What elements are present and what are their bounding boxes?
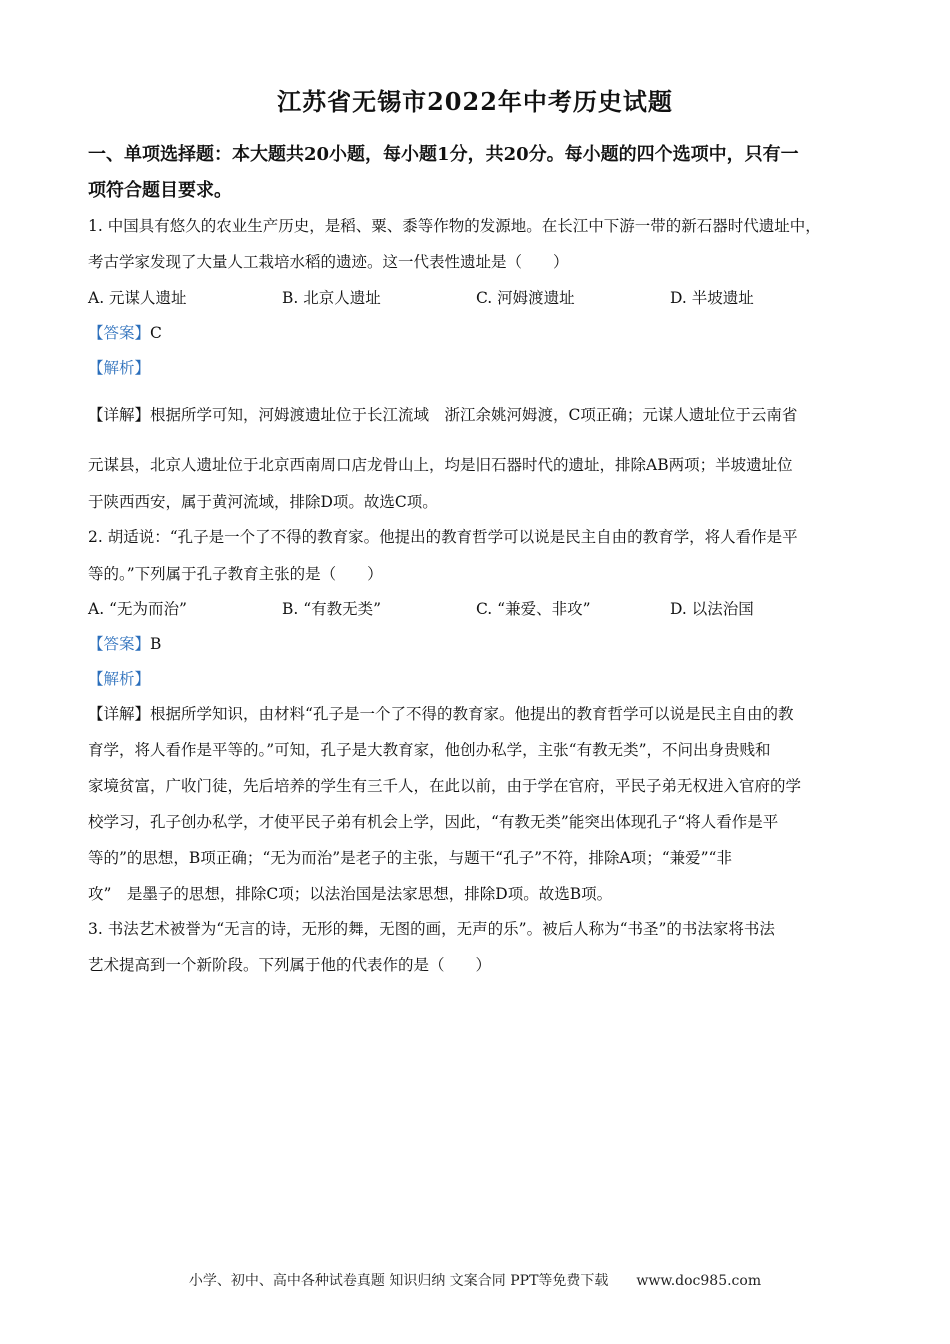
q1-analysis xyxy=(88,356,878,378)
q1-detail-text1: 根据所学可知，河姆渡遗址位于长江流域 浙江余姚河姆渡，C项正确；元谋人遗址位于云南省 xyxy=(150,406,798,424)
q1-answer xyxy=(88,321,878,343)
q2-answer-tag: 【答案】 xyxy=(88,635,151,653)
q1-stem-line2: 考古学家发现了大量人工栽培水稻的遗迹。这一代表性遗址是（ ） xyxy=(88,253,569,271)
q2-answer xyxy=(88,632,878,654)
q2-detail-line4: 校学习，孔子创办私学，才使平民子弟有机会上学，因此，“有教无类”能突出体现孔子“将人看作是平 xyxy=(88,813,779,831)
q2-detail-tag: 【详解】 xyxy=(88,705,151,723)
page-footer: 小学、初中、高中各种试卷真题 知识归纳 文案合同 PPT等免费下载 www.doc985.com xyxy=(188,1273,762,1289)
q2-detail-line3: 家境贫富，广收门徒，先后培养的学生有三千人，在此以前，由于学在官府，平民子弟无权进入官府的学 xyxy=(88,777,802,795)
q2-detail-line5: 等的”的思想，B项正确；“无为而治”是老子的主张，与题干“孔子”不符，排除A项；“兼爱”“非 xyxy=(88,849,732,867)
q2-analysis-tag: 【解析】 xyxy=(88,670,151,688)
q2-detail-text1: 根据所学知识，由材料“孔子是一个了不得的教育家。他提出的教育哲学可以说是民主自由的教 xyxy=(150,705,794,723)
q2-option-b: B. “有教无类” xyxy=(282,600,382,618)
q2-detail-line2: 育学，将人看作是平等的。”可知，孔子是大教育家，他创办私学，主张“有教无类”，不问出身贵贱和 xyxy=(88,741,771,759)
q1-detail-line2: 元谋县，北京人遗址位于北京西南周口店龙骨山上，均是旧石器时代的遗址，排除AB两项；半坡遗址位 xyxy=(88,456,793,474)
q3-stem-line2: 艺术提高到一个新阶段。下列属于他的代表作的是（ ） xyxy=(88,956,492,974)
q2-option-c: C. “兼爱、非攻” xyxy=(476,600,591,618)
q1-detail-tag: 【详解】 xyxy=(88,406,151,424)
q1-answer-value: C xyxy=(150,324,162,342)
q2-answer-value: B xyxy=(150,635,162,653)
q2-options xyxy=(88,597,878,617)
q1-analysis-tag: 【解析】 xyxy=(88,359,151,377)
q2-option-d: D. 以法治国 xyxy=(670,600,754,618)
q2-option-a: A. “无为而治” xyxy=(88,600,187,618)
section-heading-line2: 项符合题目要求。 xyxy=(88,180,232,201)
q1-detail-line3: 于陕西西安，属于黄河流域，排除D项。故选C项。 xyxy=(88,493,438,511)
q1-option-b: B. 北京人遗址 xyxy=(282,289,381,307)
q2-detail-line6: 攻” 是墨子的思想，排除C项；以法治国是法家思想，排除D项。故选B项。 xyxy=(88,885,613,903)
q1-stem-line1: 1. 中国具有悠久的农业生产历史，是稻、粟、黍等作物的发源地。在长江中下游一带的新石器时代遗址中， xyxy=(88,217,821,235)
q3-stem-line1: 3. 书法艺术被誉为“无言的诗，无形的舞，无图的画，无声的乐”。被后人称为“书圣”的书法家将书法 xyxy=(88,920,775,938)
q1-detail-line1 xyxy=(88,403,878,425)
q1-option-d: D. 半坡遗址 xyxy=(670,289,754,307)
q1-option-c: C. 河姆渡遗址 xyxy=(476,289,575,307)
q1-option-a: A. 元谋人遗址 xyxy=(88,289,187,307)
q2-analysis xyxy=(88,667,878,689)
q2-stem-line2: 等的。”下列属于孔子教育主张的是（ ） xyxy=(88,565,383,583)
section-heading-line1: 一、单项选择题：本大题共20小题，每小题1分，共20分。每小题的四个选项中，只有一 xyxy=(88,144,799,165)
page-title: 江苏省无锡市2022年中考历史试题 xyxy=(277,87,673,116)
q2-stem-line1: 2. 胡适说：“孔子是一个了不得的教育家。他提出的教育哲学可以说是民主自由的教育学，将人看作是平 xyxy=(88,528,798,546)
q1-options xyxy=(88,286,878,306)
q1-answer-tag: 【答案】 xyxy=(88,324,151,342)
q2-detail-line1 xyxy=(88,702,878,724)
